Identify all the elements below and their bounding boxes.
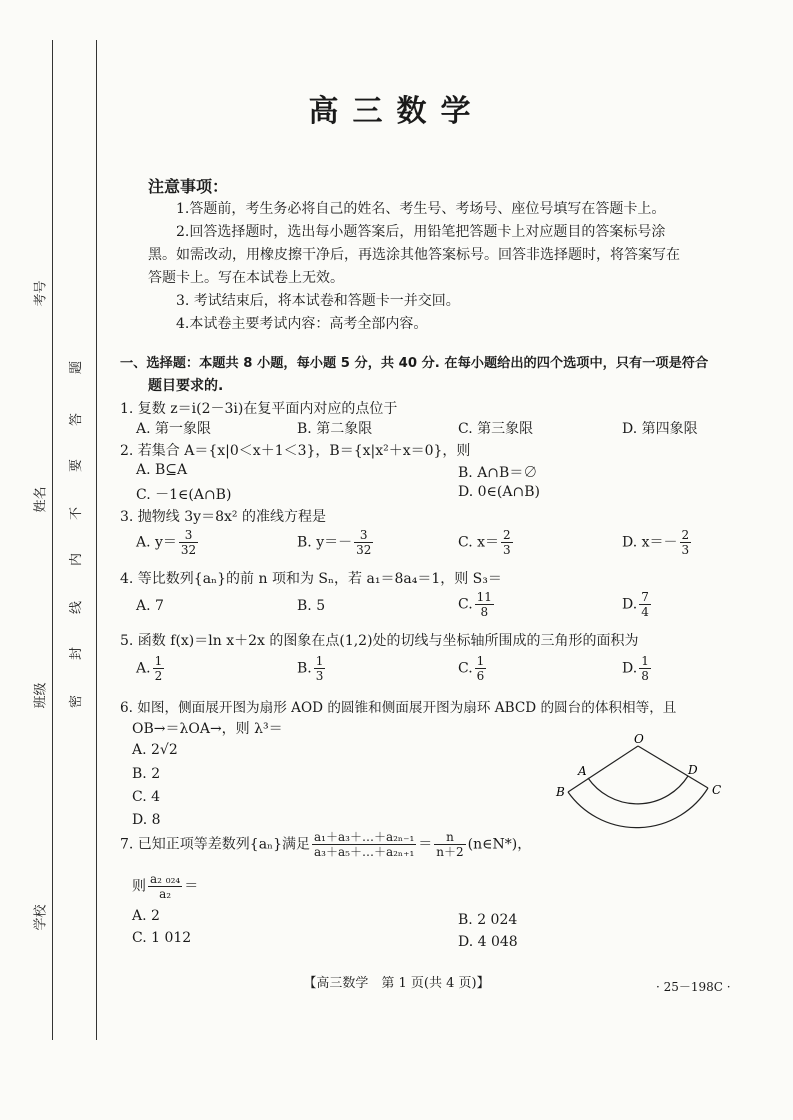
question-7-stem — [120, 830, 531, 859]
fraction — [153, 654, 165, 683]
numerator: a₁＋a₃＋…＋a₂ₙ₋₁ — [314, 830, 415, 844]
denominator: a₂ — [159, 887, 172, 901]
q5-option-b — [297, 654, 327, 683]
q7-then-prefix: 则 — [132, 878, 146, 895]
fraction — [179, 528, 198, 557]
q7-stem-suffix: (n∈N*)， — [467, 836, 532, 853]
label-b: B — [556, 785, 565, 799]
question-6-stem-cont: OB→＝λOA→，则 λ³＝ — [132, 721, 283, 737]
denominator: 8 — [641, 669, 649, 683]
question-3-stem: 3. 抛物线 3y＝8x² 的准线方程是 — [120, 509, 326, 525]
fraction — [148, 872, 182, 901]
paper-code: · 25－198C · — [656, 980, 731, 994]
q7-equals: ＝ — [418, 836, 433, 853]
q7-option-d: D. 4 048 — [458, 934, 518, 950]
denominator: 2 — [154, 669, 163, 683]
notice-item: 1.答题前，考生务必将自己的姓名、考生号、考场号、座位号填写在答题卡上。 — [176, 201, 666, 217]
fraction — [312, 830, 416, 859]
label-o: O — [634, 732, 644, 746]
notice-item: 2.回答选择题时，选出每小题答案后，用铅笔把答题卡上对应题目的答案标号涂 — [176, 224, 666, 240]
q6-option-a: A. 2√2 — [132, 742, 178, 758]
name-label: 姓名 — [33, 486, 49, 513]
question-6-stem: 6. 如图，侧面展开图为扇形 AOD 的圆锥和侧面展开图为扇环 ABCD 的圆台的体积相等，且 — [120, 700, 677, 716]
notice-item: 黑。如需改动，用橡皮擦干净后，再选涂其他答案标号。回答非选择题时，将答案写在 — [148, 247, 680, 263]
q2-option-c: C. －1∈(A∩B) — [136, 487, 232, 503]
numerator: 1 — [476, 654, 485, 668]
fraction — [680, 528, 692, 557]
numerator: 1 — [154, 654, 163, 668]
q5-option-a — [136, 654, 166, 683]
numerator: 1 — [641, 654, 649, 668]
q3-c-prefix: C. x＝ — [458, 534, 500, 551]
notice-item: 3. 考试结束后，将本试卷和答题卡一并交回。 — [176, 293, 460, 309]
page-footer: 【高三数学 第 1 页(共 4 页)】 — [303, 976, 490, 991]
denominator: a₃＋a₅＋…＋a₂ₙ₊₁ — [314, 845, 415, 859]
numerator: a₂ ₀₂₄ — [150, 872, 181, 886]
q1-option-a: A. 第一象限 — [136, 421, 212, 437]
sector-ring-figure — [548, 732, 738, 836]
notice-item: 答题卡上。写在本试卷上无效。 — [148, 270, 344, 286]
q4-option-b: B. 5 — [297, 598, 326, 614]
q5-d-prefix: D. — [622, 660, 638, 677]
q3-a-prefix: A. y＝ — [136, 534, 177, 551]
fraction — [639, 590, 651, 619]
numerator: 1 — [315, 654, 324, 668]
margin-line-inner — [96, 40, 97, 1040]
q3-option-b — [297, 528, 375, 557]
school-label: 学校 — [33, 904, 49, 931]
seal-char: 不 — [69, 506, 85, 521]
q1-option-d: D. 第四象限 — [622, 421, 698, 437]
denominator: 3 — [315, 669, 324, 683]
fraction — [354, 528, 373, 557]
class-label: 班级 — [33, 682, 49, 709]
label-c: C — [712, 783, 722, 797]
fraction — [639, 654, 651, 683]
numerator: 2 — [681, 528, 690, 542]
q4-option-c — [458, 590, 496, 619]
denominator: 8 — [480, 605, 489, 619]
q4-d-prefix: D. — [622, 596, 638, 613]
q7-stem-prefix: 7. 已知正项等差数列{aₙ}满足 — [120, 836, 311, 853]
q5-option-d — [622, 654, 653, 683]
notice-item: 4.本试卷主要考试内容：高考全部内容。 — [176, 316, 428, 332]
q2-option-d: D. 0∈(A∩B) — [458, 484, 540, 500]
q1-option-b: B. 第二象限 — [297, 421, 373, 437]
question-5-stem: 5. 函数 f(x)＝ln x＋2x 的图象在点(1,2)处的切线与坐标轴所围成的三角形的面积为 — [120, 633, 639, 649]
seal-char: 封 — [69, 646, 85, 661]
q7-then-suffix: ＝ — [184, 878, 199, 895]
q3-option-a — [136, 528, 200, 557]
fraction — [475, 654, 487, 683]
q5-c-prefix: C. — [458, 660, 473, 677]
numerator: 3 — [354, 528, 373, 543]
q4-c-prefix: C. — [458, 596, 473, 613]
seal-char: 线 — [69, 600, 85, 615]
fraction — [314, 654, 326, 683]
q5-b-prefix: B. — [297, 660, 312, 677]
q3-option-d — [622, 528, 693, 557]
seal-char: 要 — [69, 458, 85, 473]
inner-arc — [588, 776, 688, 804]
question-4-stem: 4. 等比数列{aₙ}的前 n 项和为 Sₙ，若 a₁＝8a₄＝1，则 S₃＝ — [120, 571, 502, 587]
q6-option-b: B. 2 — [132, 766, 161, 782]
fraction — [501, 528, 513, 557]
numerator: 7 — [641, 590, 649, 604]
numerator: n — [434, 830, 465, 845]
q6-option-d: D. 8 — [132, 812, 161, 828]
label-d: D — [688, 763, 698, 777]
seal-char: 题 — [69, 360, 85, 375]
q5-a-prefix: A. — [136, 660, 151, 677]
exam-no-label: 考号 — [33, 280, 49, 307]
q3-option-c — [458, 528, 515, 557]
q5-option-c — [458, 654, 488, 683]
denominator: 4 — [641, 605, 649, 619]
outer-arc — [568, 788, 708, 828]
denominator: 32 — [356, 543, 372, 557]
numerator: 11 — [476, 590, 492, 604]
seal-char: 内 — [69, 552, 85, 567]
q4-option-a: A. 7 — [136, 598, 164, 614]
q3-d-prefix: D. x＝－ — [622, 534, 678, 551]
denominator: 3 — [503, 543, 511, 557]
q7-option-b: B. 2 024 — [458, 912, 518, 928]
denominator: 6 — [476, 669, 485, 683]
q3-b-prefix: B. y＝－ — [297, 534, 353, 551]
q6-option-c: C. 4 — [132, 789, 161, 805]
numerator: 3 — [179, 528, 198, 543]
notice-heading: 注意事项： — [148, 177, 229, 196]
seal-char: 密 — [69, 694, 85, 709]
section-heading: 一、选择题：本题共 8 小题，每小题 5 分，共 40 分. 在每小题给出的四个选项中，只有一项是符合 — [120, 356, 709, 371]
question-7-then — [132, 872, 198, 901]
label-a: A — [578, 764, 587, 778]
margin-line-outer — [52, 40, 53, 1040]
q7-option-a: A. 2 — [132, 908, 160, 924]
q4-option-d — [622, 590, 653, 619]
denominator: 32 — [180, 543, 197, 557]
fraction — [475, 590, 494, 619]
numerator: 2 — [503, 528, 511, 542]
denominator: n＋2 — [436, 845, 464, 859]
denominator: 3 — [681, 543, 690, 557]
fraction — [434, 830, 465, 859]
question-1-stem: 1. 复数 z＝i(2－3i)在复平面内对应的点位于 — [120, 401, 398, 417]
q7-option-c: C. 1 012 — [132, 930, 192, 946]
section-heading-cont: 题目要求的. — [148, 378, 224, 394]
q2-option-b: B. A∩B＝∅ — [458, 465, 538, 481]
q1-option-c: C. 第三象限 — [458, 421, 534, 437]
page-title: 高三数学 — [308, 94, 485, 129]
question-2-stem: 2. 若集合 A＝{x|0＜x＋1＜3}，B＝{x|x²＋x＝0}，则 — [120, 443, 471, 459]
q2-option-a: A. B⊆A — [136, 462, 188, 478]
seal-char: 答 — [69, 412, 85, 427]
